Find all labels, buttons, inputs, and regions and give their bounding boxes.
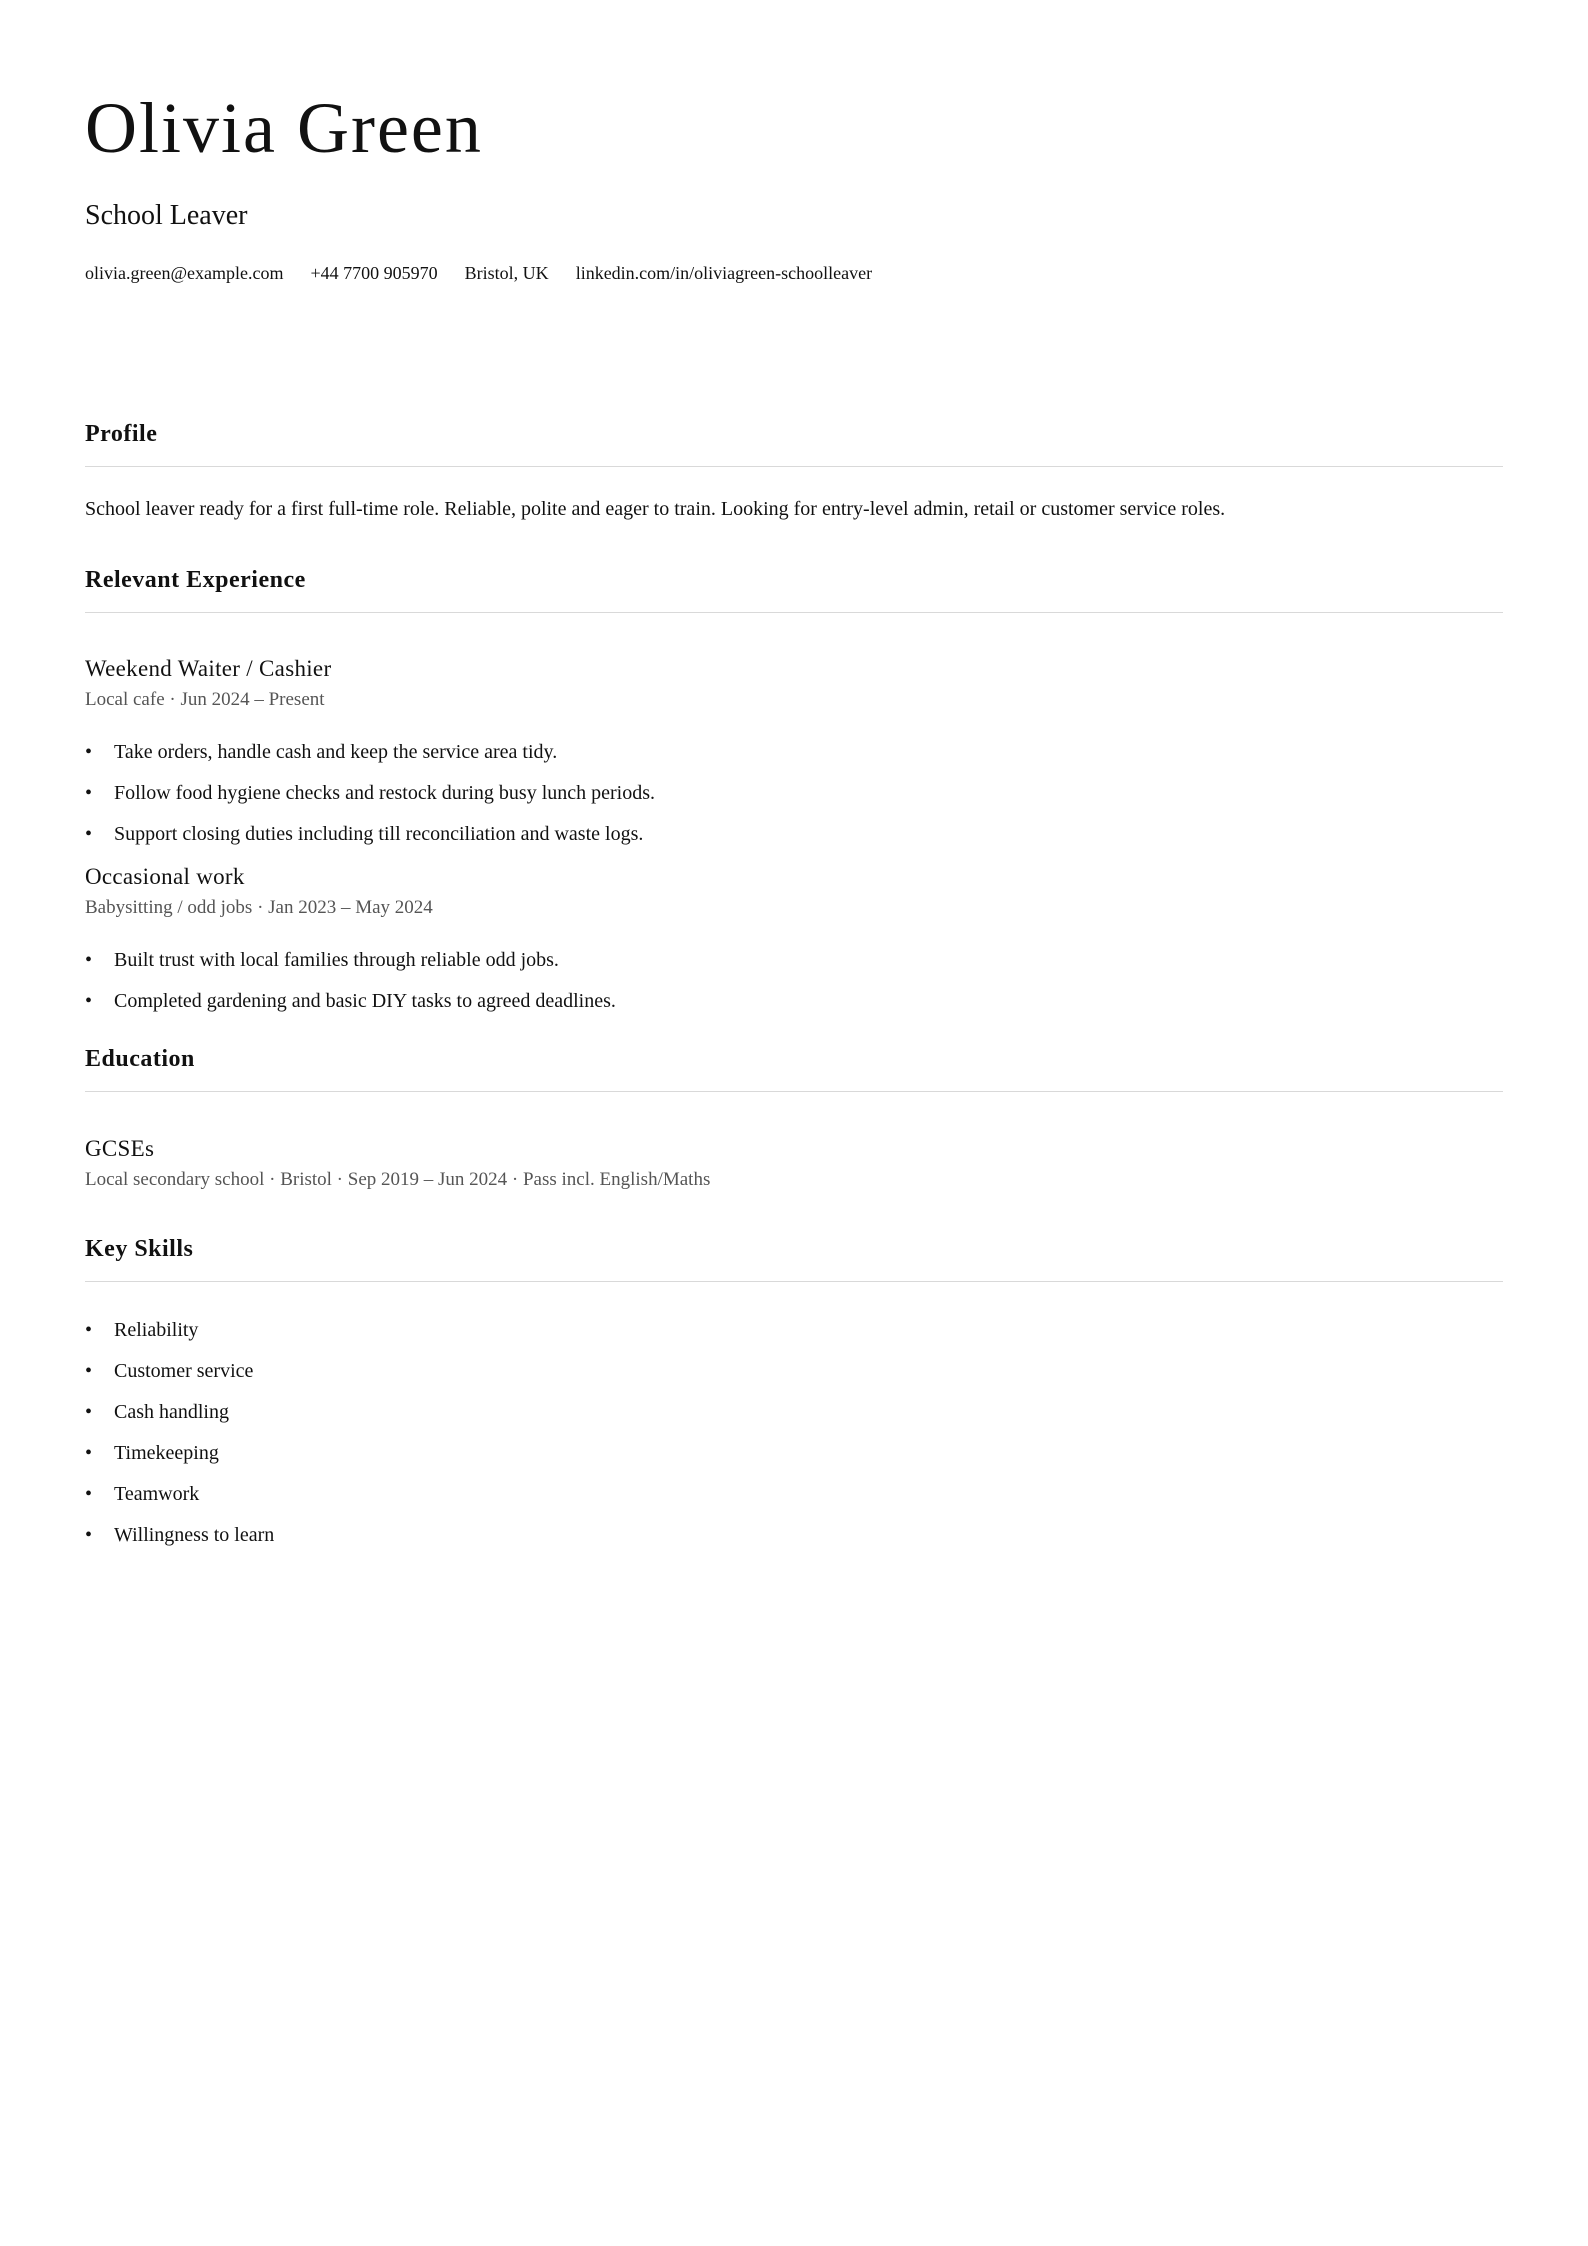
experience-item bbox=[85, 865, 1503, 1011]
qualification-title: GCSEs bbox=[85, 1136, 155, 1161]
experience-heading: Relevant Experience bbox=[85, 568, 1503, 613]
profile-heading: Profile bbox=[85, 422, 1503, 467]
bullet-item: • Take orders, handle cash and keep the service area tidy. bbox=[85, 742, 1503, 762]
education-heading: Education bbox=[85, 1047, 1503, 1092]
role-bullets bbox=[85, 742, 1503, 844]
contact-line bbox=[85, 264, 1503, 282]
bullet-item: • Support closing duties including till reconciliation and waste logs. bbox=[85, 824, 1503, 844]
resume-header bbox=[85, 0, 1503, 282]
skill-item: • Reliability bbox=[85, 1320, 1503, 1340]
contact-location: Bristol, UK bbox=[464, 263, 549, 283]
qualification-meta: Local secondary school · Bristol · Sep 2019 – Jun 2024 · Pass incl. English/Maths bbox=[85, 1169, 711, 1190]
skill-item: • Timekeeping bbox=[85, 1443, 1503, 1463]
role-title: Weekend Waiter / Cashier bbox=[85, 656, 332, 681]
role-meta: Babysitting / odd jobs · Jan 2023 – May 2024 bbox=[85, 897, 433, 918]
skills-list bbox=[85, 1320, 1503, 1545]
skills-heading: Key Skills bbox=[85, 1237, 1503, 1282]
role-title: Occasional work bbox=[85, 864, 245, 889]
candidate-headline: School Leaver bbox=[85, 200, 248, 231]
contact-email: olivia.green@example.com bbox=[85, 263, 284, 283]
role-bullets bbox=[85, 950, 1503, 1011]
bullet-item: • Built trust with local families through reliable odd jobs. bbox=[85, 950, 1503, 970]
skill-item: • Cash handling bbox=[85, 1402, 1503, 1422]
contact-linkedin: linkedin.com/in/oliviagreen-schoolleaver bbox=[575, 263, 873, 283]
experience-item bbox=[85, 657, 1503, 844]
role-meta: Local cafe · Jun 2024 – Present bbox=[85, 689, 325, 710]
education-item bbox=[85, 1137, 1503, 1189]
skill-item: • Teamwork bbox=[85, 1484, 1503, 1504]
bullet-item: • Follow food hygiene checks and restock during busy lunch periods. bbox=[85, 783, 1503, 803]
profile-section bbox=[85, 422, 1503, 519]
skills-section bbox=[85, 1237, 1503, 1545]
bullet-item: • Completed gardening and basic DIY tasks to agreed deadlines. bbox=[85, 991, 1503, 1011]
skill-item: • Customer service bbox=[85, 1361, 1503, 1381]
contact-phone: +44 7700 905970 bbox=[310, 263, 438, 283]
candidate-name: Olivia Green bbox=[85, 88, 483, 168]
skill-item: • Willingness to learn bbox=[85, 1525, 1503, 1545]
experience-section bbox=[85, 568, 1503, 1011]
education-section bbox=[85, 1047, 1503, 1189]
profile-summary: School leaver ready for a first full-time role. Reliable, polite and eager to train. Looking for entry-level admin, retail or customer service roles. bbox=[85, 498, 1226, 520]
